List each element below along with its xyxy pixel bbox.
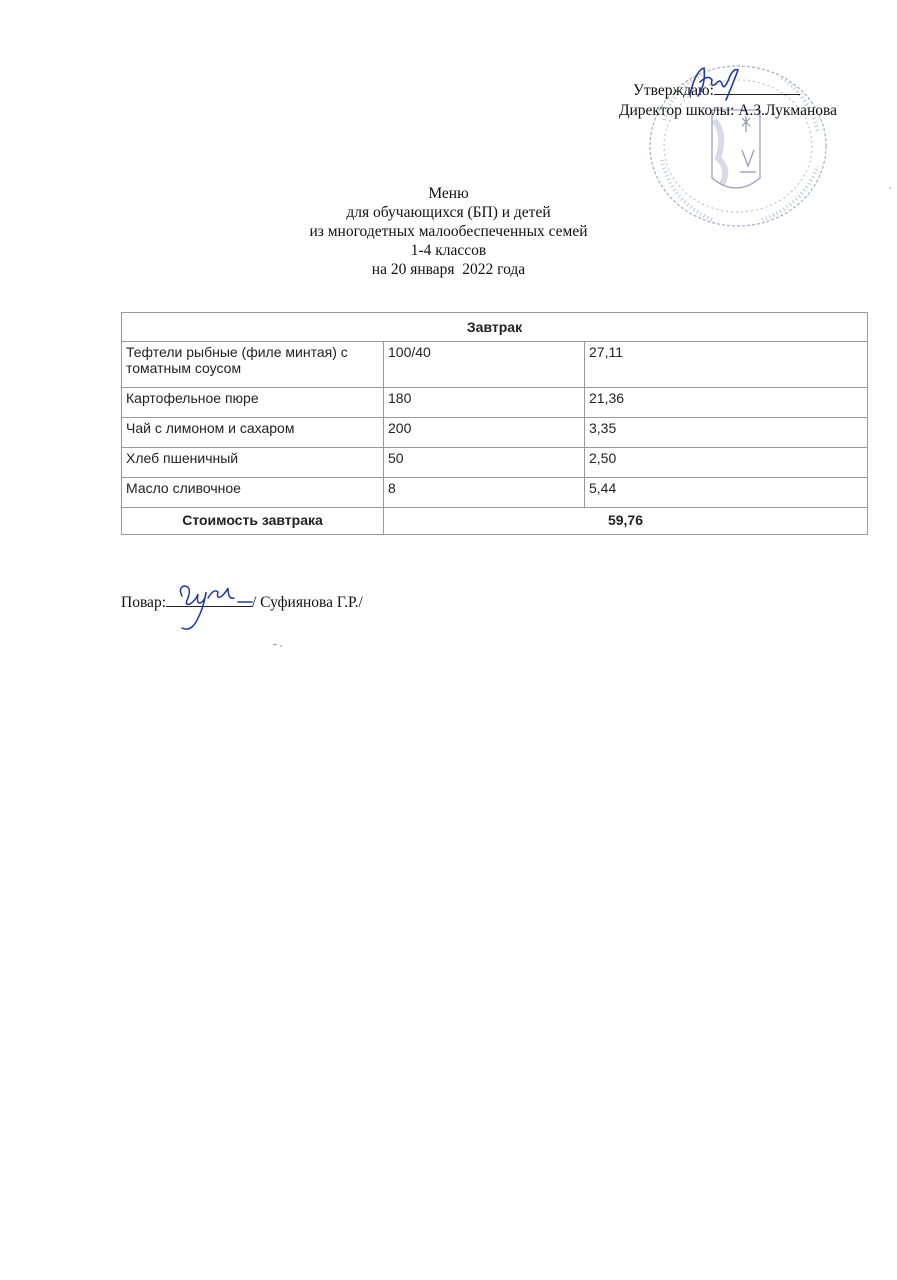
dish-name: Хлеб пшеничный: [122, 448, 384, 478]
table-row: [122, 478, 868, 508]
approval-label: Утверждаю:: [632, 82, 714, 99]
dish-price: 2,50: [585, 448, 868, 478]
cook-name: / Суфиянова Г.Р./: [252, 594, 363, 611]
title-line-5: на 20 января 2022 года: [371, 261, 526, 278]
director-signature: [686, 64, 744, 102]
table-row: [122, 342, 868, 388]
director-position-line: Директор школы: А.З.Лукманова: [618, 102, 837, 119]
total-label: Стоимость завтрака: [122, 508, 384, 535]
title-line-4: 1-4 классов: [410, 242, 487, 259]
table-row: [122, 448, 868, 478]
dish-portion: 200: [384, 418, 585, 448]
dish-price: 27,11: [585, 342, 868, 388]
menu-table: [121, 312, 868, 535]
dish-portion: 50: [384, 448, 585, 478]
total-row: [122, 508, 868, 535]
table-row: [122, 388, 868, 418]
section-title: Завтрак: [122, 313, 868, 342]
dish-price: 21,36: [585, 388, 868, 418]
scan-speck: [272, 642, 284, 648]
total-value: 59,76: [384, 508, 868, 535]
scan-speck: [888, 186, 892, 190]
dish-portion: 180: [384, 388, 585, 418]
table-row: [122, 418, 868, 448]
dish-portion: 100/40: [384, 342, 585, 388]
cook-label: Повар:: [121, 594, 166, 611]
title-line-1: Меню: [428, 185, 469, 202]
dish-price: 5,44: [585, 478, 868, 508]
cook-signature: [174, 578, 254, 634]
dish-portion: 8: [384, 478, 585, 508]
dish-price: 3,35: [585, 418, 868, 448]
section-header-row: [122, 313, 868, 342]
title-line-3: из многодетных малообеспеченных семей: [309, 223, 588, 240]
title-line-2: для обучающихся (БП) и детей: [346, 204, 551, 221]
dish-name: Тефтели рыбные (филе минтая) с томатным соусом: [122, 342, 384, 388]
dish-name: Картофельное пюре: [122, 388, 384, 418]
menu-title-block: [0, 184, 897, 279]
dish-name: Масло сливочное: [122, 478, 384, 508]
dish-name: Чай с лимоном и сахаром: [122, 418, 384, 448]
